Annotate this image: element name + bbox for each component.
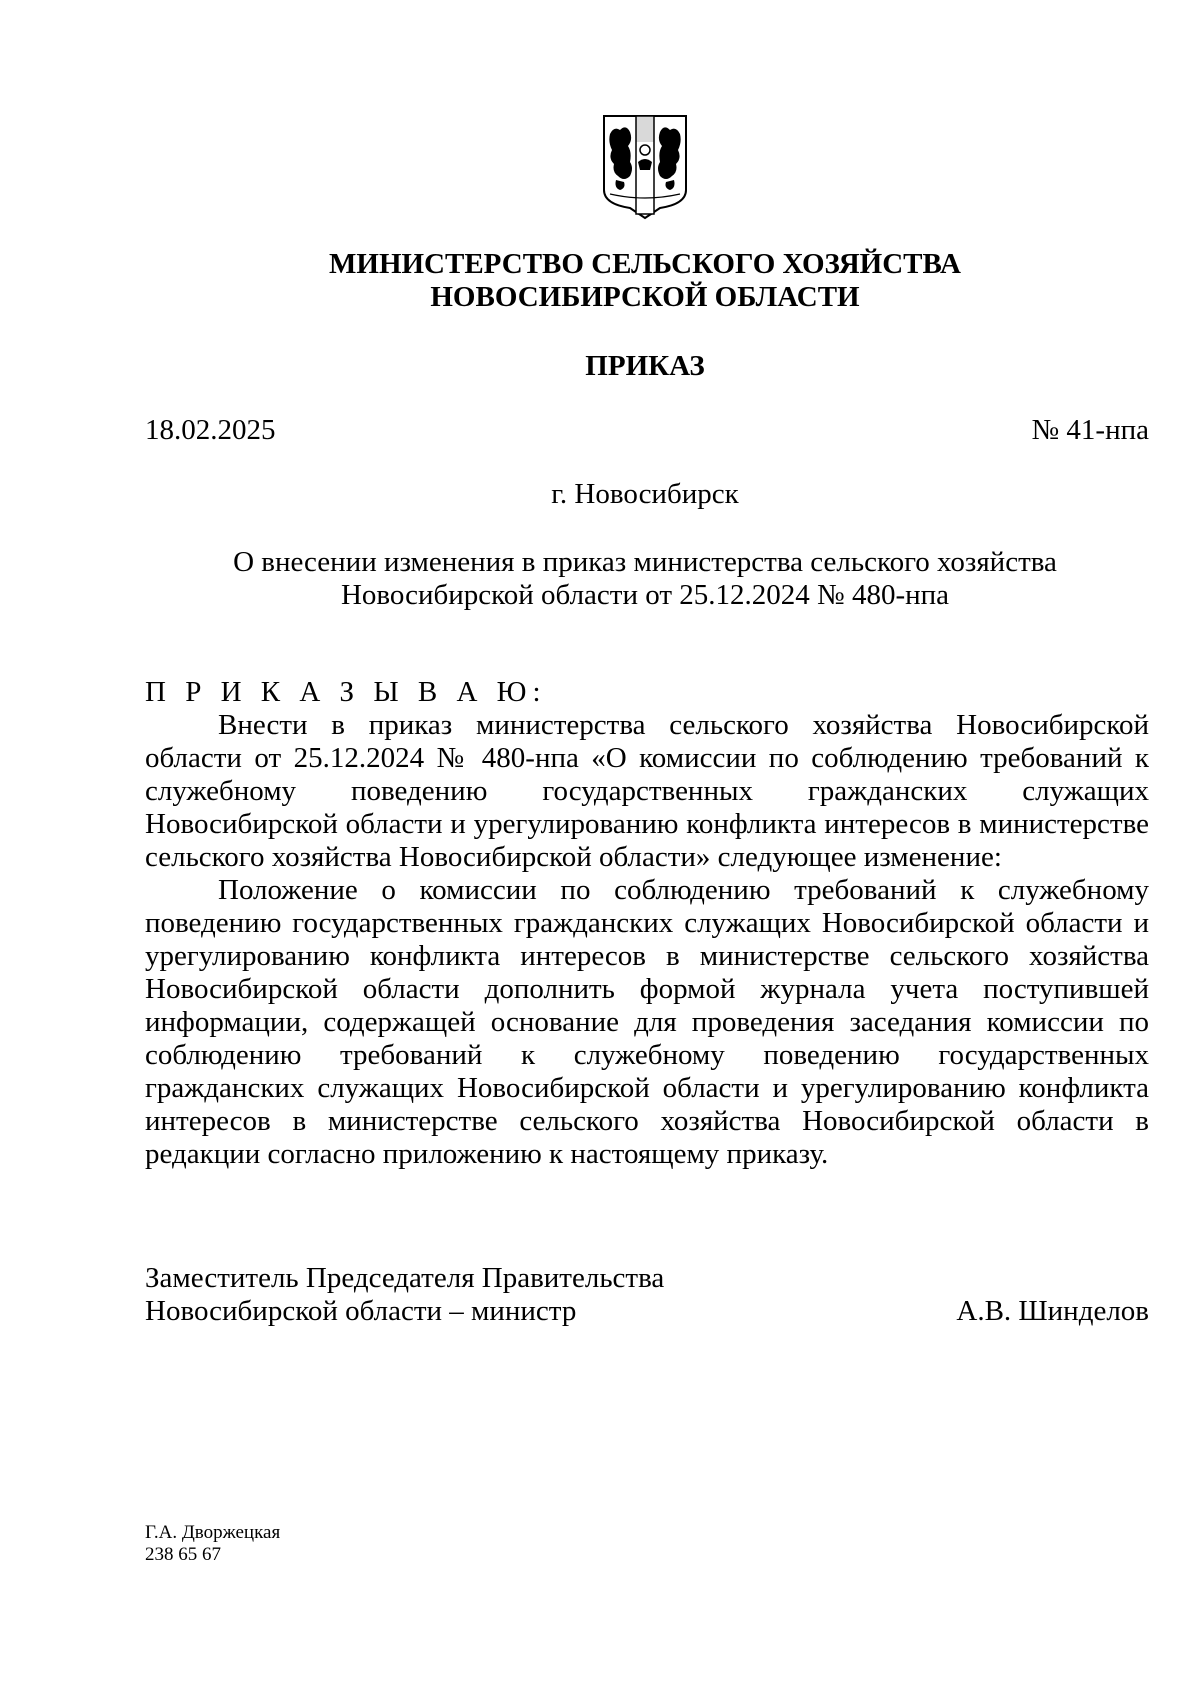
ministry-name-line2: НОВОСИБИРСКОЙ ОБЛАСТИ: [430, 281, 860, 313]
document-type-title: ПРИКАЗ: [585, 350, 705, 382]
order-subject-line2: Новосибирской области от 25.12.2024 № 480-нпа: [340, 579, 950, 611]
order-number: № 41-нпа: [1031, 414, 1149, 446]
order-date: 18.02.2025: [145, 414, 276, 446]
body-paragraph-1: Внести в приказ министерства сельского хозяйства Новосибирской области от 25.12.2024 № 480-нпа «О комиссии по соблюдению требований к служебному поведению государственных гражданских служащих Новосибирской области и урегулированию конфликта интересов в министерстве сельского хозяйства Новосибирской области» следующее изменение:: [145, 709, 1149, 873]
executor-info: [145, 1522, 280, 1566]
coat-of-arms-icon: [600, 112, 690, 220]
ministry-name: [150, 248, 1140, 314]
signatory-name: А.В. Шинделов: [956, 1295, 1149, 1327]
order-subject-line1: О внесении изменения в приказ министерства сельского хозяйства: [233, 546, 1057, 578]
executor-phone: 238 65 67: [145, 1544, 221, 1565]
signatory-position-line1: Заместитель Председателя Правительства: [145, 1262, 665, 1294]
signatory-position: [145, 1262, 664, 1328]
body-paragraph-2: Положение о комиссии по соблюдению требований к служебному поведению государственных гражданских служащих Новосибирской области и урегулированию конфликта интересов в министерстве сельского хозяйства Новосибирской области дополнить формой журнала учета поступившей информации, содержащей основание для проведения заседания комиссии по соблюдению требований к служебному поведению государственных гражданских служащих Новосибирской области и урегулированию конфликта интересов в министерстве сельского хозяйства Новосибирской области в редакции согласно приложению к настоящему приказу.: [145, 874, 1149, 1170]
signatory-position-line2: Новосибирской области – министр: [145, 1295, 577, 1327]
order-body: [145, 676, 1149, 1171]
city: г. Новосибирск: [551, 478, 739, 510]
order-subject: [150, 546, 1140, 612]
ministry-name-line1: МИНИСТЕРСТВО СЕЛЬСКОГО ХОЗЯЙСТВА: [329, 248, 961, 280]
executor-name: Г.А. Дворжецкая: [145, 1522, 281, 1543]
directive-word: П Р И К А З Ы В А Ю:: [145, 676, 547, 708]
